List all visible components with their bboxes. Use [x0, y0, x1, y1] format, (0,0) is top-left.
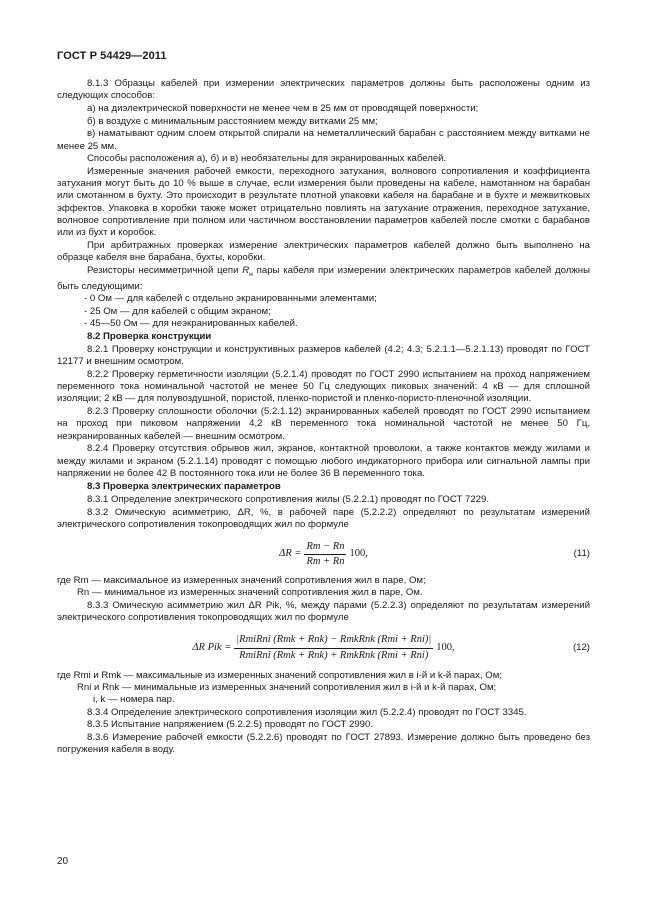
paragraph-8-2-2: 8.2.2 Проверку герметичности изоляции (5.2.1.4) проводят по ГОСТ 2990 испытанием на проход напряжением переменного тока номинальной частотой не менее 50 Гц следующих пиковых значений: 4 кВ — для сплошной изоляции; 2 кВ — для полувоздушной, пористой, пленко-пористой и пленко-пористо-пленочной изоляции. — [57, 369, 590, 405]
paragraph-8-3-2: 8.3.2 Омическую асимметрию, ΔR, %, в рабочей паре (5.2.2.2) определяют по результатам измерений электрического сопротивления токопроводящих жил по формуле — [57, 506, 590, 531]
list-item: - 25 Ом — для кабелей с общим экраном; — [84, 305, 271, 317]
formula-denominator: RmiRni (Rmk + Rnk) + RmkRnk (Rmi + Rni) — [239, 649, 429, 661]
formula-lhs: ΔR = — [279, 548, 302, 560]
formula-number: (12) — [572, 641, 590, 653]
resistor-list — [57, 293, 590, 330]
list-item-b: б) в воздухе с минимальным расстоянием между витками 25 мм; — [87, 115, 378, 127]
legend-line: где Rmi и Rmk — максимальные из измеренных значений сопротивления жил в i-й и k-й парах, Ом; — [57, 670, 502, 682]
formula-lhs: ΔR Pik = — [192, 641, 232, 653]
formula-11 — [57, 537, 590, 571]
formula-denominator: Rm + Rn — [306, 555, 345, 567]
paragraph-8-3-1: 8.3.1 Определение электрического сопротивления жилы (5.2.2.1) проводят по ГОСТ 7229. — [87, 494, 489, 506]
paragraph-8-3-6: 8.3.6 Измерение рабочей емкости (5.2.2.6) проводят по ГОСТ 27893. Измерение должно быть проведено без погружения кабеля в воду. — [57, 732, 590, 756]
formula-rhs: 100, — [436, 641, 455, 653]
paragraph-8-2-4: 8.2.4 Проверку отсутствия обрывов жил, экранов, контактной проволоки, а также контактов между жилами и между жилами и экраном (5.2.1.14) проводят с помощью любого индикаторного прибора или сигнальной лампы при напряжении не более 42 В постоянного тока или не более 36 В переменного тока. — [57, 443, 590, 479]
legend-line: где Rm — максимальное из измеренных значений сопротивления жил в паре, Ом; — [57, 575, 426, 587]
paragraph-8-1-3-intro: 8.1.3 Образцы кабелей при измерении электрических параметров должны быть расположены одним из следующих способов: — [57, 78, 590, 102]
page-number: 20 — [57, 856, 69, 867]
formula-numerator: |RmiRni (Rmk + Rnk) − RmkRnk (Rmi + Rni)| — [234, 634, 433, 648]
paragraph-arbitration: При арбитражных проверках измерение электрических параметров кабелей должно быть выполнено на образце кабеля вне барабана, бухты, коробки. — [57, 239, 590, 263]
legend-line: Rn — минимальное из измеренных значений сопротивления жил в паре, Ом. — [77, 587, 423, 599]
list-item-c: в) наматывают одним слоем открытой спирали на неметаллический барабан с расстоянием между витками не менее 25 мм. — [57, 128, 590, 152]
paragraph-8-3-4: 8.3.4 Определение электрического сопротивления изоляции жил (5.2.2.4) проводят по ГОСТ 3345. — [87, 706, 527, 718]
paragraph-8-2-3: 8.2.3 Проверку сплошности оболочки (5.2.1.12) экранированных кабелей проводят по ГОСТ 2990 испытанием на проход при пиковом напряжении 4,2 кВ переменного тока номинальной частотой не менее 50 Гц, неэкранированных кабелей — внешним осмотром. — [57, 406, 590, 442]
paragraph-methods-note: Способы расположения а), б) и в) необязательны для экранированных кабелей. — [87, 153, 447, 165]
list-item: - 0 Ом — для кабелей с отдельно экранированными элементами; — [84, 293, 377, 305]
paragraph-8-2-1: 8.2.1 Проверку конструкции и конструктивных размеров кабелей (4.2; 4.3; 5.2.1.1—5.2.1.13) проводят по ГОСТ 12177 и внешним осмотром. — [57, 344, 590, 368]
paragraph-resistors: Резисторы несимметричной цепи $R_н$ пары кабеля при измерении электрических параметров кабелей должны быть следующими: — [57, 264, 590, 292]
formula-number: (11) — [573, 548, 590, 560]
formula-numerator: Rm − Rn — [304, 541, 346, 555]
section-heading-8-2: 8.2 Проверка конструкции — [87, 330, 212, 342]
paragraph-8-3-3: 8.3.3 Омическую асимметрию жил ΔR Pik, %, между парами (5.2.2.3) определяют по результатам измерений электрического сопротивления токопроводящих жил по формуле — [57, 599, 590, 623]
paragraph-measured-note: Измеренные значения рабочей емкости, переходного затухания, волнового сопротивления и коэффициента затухания могут быть до 10 % выше в случае, если измерения были проведены на кабеле, намотанном на барабан или смотанном в бухту. Это происходит в результате плотной упаковки кабеля на барабане и в бухте и межвитковых эффектов. Упаковка в коробки также может отрицательно повлиять на затухание отражения, переходное затухание, волновое сопротивление при полном или частичном восстановлении параметров кабелей после смотки с барабанов или из бухт и коробок. — [57, 165, 590, 238]
section-heading-8-3: 8.3 Проверка электрических параметров — [87, 480, 281, 492]
legend-line: Rni и Rnk — минимальные из измеренных значений сопротивления жил в i-й и k-й парах, Ом; — [77, 682, 497, 694]
list-item: - 45—50 Ом — для неэкранированных кабелей. — [84, 317, 298, 329]
list-item-a: а) на диэлектрической поверхности не менее чем в 25 мм от проводящей поверхности; — [87, 102, 479, 114]
document-header: ГОСТ Р 54429—2011 — [57, 50, 167, 62]
legend-line: i, k — номера пар. — [93, 694, 175, 706]
formula-11-legend — [57, 575, 590, 599]
document-body — [57, 78, 590, 757]
formula-12 — [57, 630, 590, 666]
paragraph-8-3-5: 8.3.5 Испытание напряжением (5.2.2.5) проводят по ГОСТ 2990. — [87, 719, 374, 731]
formula-rhs: 100, — [349, 548, 368, 560]
formula-12-legend — [57, 670, 590, 707]
